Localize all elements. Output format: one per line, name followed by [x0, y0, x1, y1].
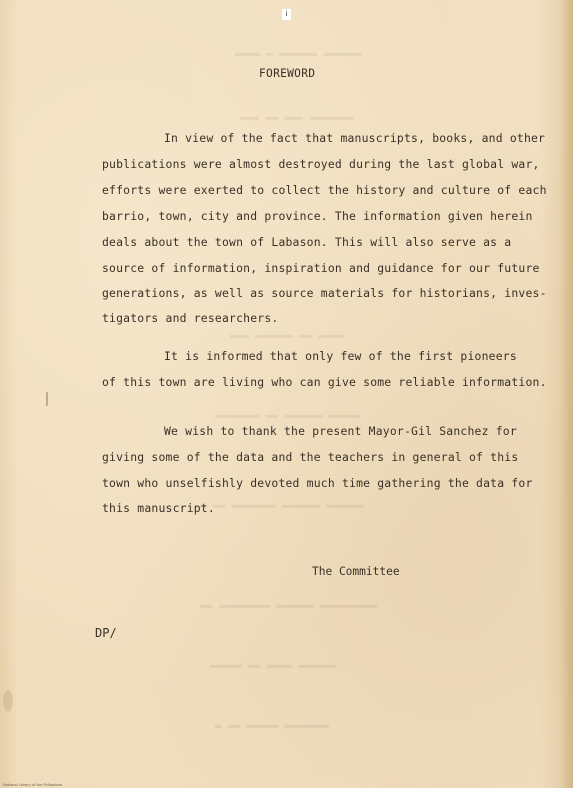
- paragraph-1-line-2: publications were almost destroyed during the last global war,: [102, 157, 540, 171]
- typist-initials: DP/: [95, 626, 117, 640]
- paper-stain: [3, 690, 13, 712]
- bleed-through-text: ▬▬▬ ▬▬▬▬▬▬ ▬▬ ▬▬▬▬: [230, 330, 344, 342]
- bleed-through-text: ▬▬▬▬▬ ▬▬ ▬▬▬▬ ▬▬▬▬▬▬: [210, 660, 337, 672]
- bleed-through-text: ▬▬▬▬ ▬ ▬▬▬▬▬▬ ▬▬▬▬▬▬: [235, 48, 362, 60]
- bleed-through-text: ▬▬ ▬▬▬▬▬▬▬▬ ▬▬▬▬▬▬ ▬▬▬▬▬▬▬▬▬: [200, 600, 378, 612]
- paragraph-2-line-2: of this town are living who can give some reliable information.: [102, 375, 547, 389]
- bleed-through-text: ▬ ▬▬ ▬▬▬▬▬ ▬▬▬▬▬▬▬: [215, 720, 329, 732]
- page-edge-shadow: [559, 0, 573, 788]
- page-number-mark: i: [282, 9, 291, 20]
- paragraph-1-line-1: In view of the fact that manuscripts, books, and other: [164, 131, 546, 145]
- bleed-through-text: ▬ ▬▬ ▬▬▬▬▬▬▬ ▬▬▬▬▬▬ ▬▬▬▬▬▬: [200, 500, 365, 512]
- footer-credit: National Library of the Philippines: [3, 783, 63, 787]
- paper-mark: [46, 392, 48, 406]
- signature-committee: The Committee: [312, 565, 400, 578]
- paragraph-3-line-1: We wish to thank the present Mayor-Gil Sanchez for: [164, 424, 517, 438]
- paragraph-1-line-3: efforts were exerted to collect the history and culture of each: [102, 183, 547, 197]
- bleed-through-text: ▬▬▬ ▬▬ ▬▬▬ ▬▬▬▬▬▬▬: [240, 112, 354, 124]
- paragraph-1-line-7: generations, as well as source materials for historians, inves-: [102, 286, 547, 300]
- paragraph-3-line-2: giving some of the data and the teachers in general of this: [102, 450, 519, 464]
- paragraph-1-line-4: barrio, town, city and province. The information given herein: [102, 209, 533, 223]
- bleed-through-text: ▬▬▬▬▬▬▬ ▬▬ ▬▬▬▬▬▬ ▬▬▬▬▬: [215, 410, 361, 422]
- paragraph-1-line-8: tigators and researchers.: [102, 311, 279, 325]
- paragraph-1-line-6: source of information, inspiration and guidance for our future: [102, 261, 540, 275]
- paragraph-2-line-1: It is informed that only few of the first pioneers: [164, 349, 517, 363]
- paragraph-1-line-5: deals about the town of Labason. This will also serve as a: [102, 235, 512, 249]
- paragraph-3-line-3: town who unselfishly devoted much time gathering the data for: [102, 476, 533, 490]
- paragraph-3-line-4: this manuscript.: [102, 501, 215, 515]
- document-title: FOREWORD: [259, 67, 316, 80]
